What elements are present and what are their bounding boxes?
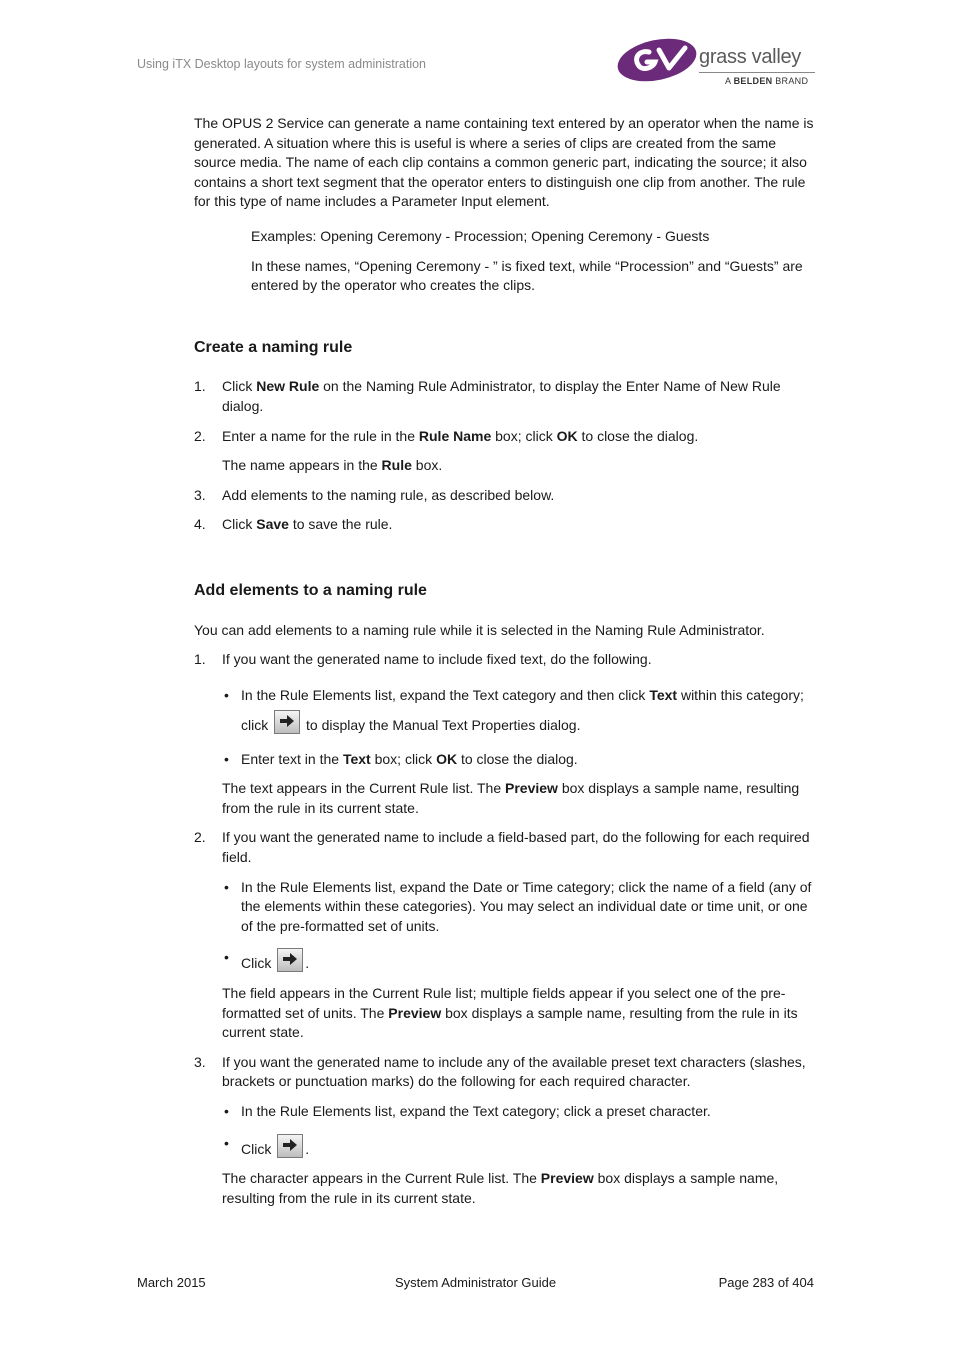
note-text: The text appears in the Current Rule list. The (222, 780, 505, 797)
step-number: 1. (194, 651, 206, 668)
bullet-text: Click (241, 955, 276, 972)
logo-tagline-prefix: A (725, 76, 731, 86)
create-step-3 (194, 486, 818, 506)
step-number: 4. (194, 516, 206, 533)
step-number: 2. (194, 427, 206, 444)
ui-term: Preview (540, 1170, 594, 1187)
create-step-2 (194, 427, 818, 476)
logo-wordmark: grass valley (699, 46, 801, 68)
step-note (222, 456, 818, 476)
logo-tagline-brand: BELDEN (733, 76, 773, 86)
note-text: box. (411, 457, 443, 474)
ui-term: Text (649, 686, 678, 703)
ui-term: OK (556, 427, 578, 444)
note-text: The name appears in the (222, 457, 382, 474)
gv-logo-mark-icon (615, 36, 699, 84)
example-line: Examples: Opening Ceremony - Procession; Opening Ceremony - Guests (251, 227, 710, 244)
footer-page-number: Page 283 of 404 (718, 1275, 814, 1290)
add-step-1 (194, 650, 818, 818)
create-step-4 (194, 515, 818, 535)
step-text: to save the rule. (288, 516, 393, 533)
intro-paragraph: The OPUS 2 Service can generate a name containing text entered by an operator when the name is generated. A situation where this is useful is where a series of clips are created from the same source media. The name of each clip contains a common generic part, indicating the source; it also contains a short text segment that the operator enters to distinguish one clip from another. The rule for this type of name includes a Parameter Input element. (194, 115, 814, 210)
note-text: box displays a sample name, resulting from the rule in its current state. (222, 1170, 779, 1206)
step-text: to close the dialog. (577, 427, 699, 444)
step-note (222, 1169, 818, 1208)
running-header: Using iTX Desktop layouts for system administration (137, 57, 426, 71)
footer-guide-title: System Administrator Guide (395, 1275, 557, 1290)
bullet-item: • In the Rule Elements list, expand the Text category; click a preset character. (222, 1102, 818, 1122)
ui-term: New Rule (256, 378, 320, 395)
step-text: Click (222, 516, 257, 533)
add-intro: You can add elements to a naming rule while it is selected in the Naming Rule Administrator. (194, 621, 765, 638)
step-text: Add elements to the naming rule, as described below. (222, 486, 555, 503)
step-number: 2. (194, 829, 206, 846)
step-text: Enter a name for the rule in the (222, 427, 419, 444)
step-number: 3. (194, 486, 206, 503)
right-arrow-icon (274, 710, 300, 734)
ui-term: Rule Name (418, 427, 492, 444)
note-text: The field appears in the Current Rule list; multiple fields appear if you select one of the pre-formatted set of units. The (222, 985, 786, 1021)
bullet-item (222, 750, 818, 770)
bullet-text: . (305, 955, 310, 972)
logo-tagline-suffix: BRAND (775, 76, 809, 86)
bullet-item (222, 1134, 818, 1160)
step-note (222, 779, 818, 818)
right-arrow-icon (277, 1134, 303, 1158)
section-heading-add: Add elements to a naming rule (194, 581, 427, 599)
bullet-item (222, 948, 818, 974)
step-text: If you want the generated name to include a field-based part, do the following for each required field. (222, 829, 810, 866)
step-text: If you want the generated name to include fixed text, do the following. (222, 651, 652, 668)
bullet-item: • In the Rule Elements list, expand the Date or Time category; click the name of a field (any of the elements within these categories). You may select an individual date or time unit, or one of the pre-formatted set of units. (222, 878, 818, 937)
bullet-text: to close the dialog. (457, 750, 578, 767)
step-text: on the Naming Rule Administrator, to display the Enter Name of New Rule dialog. (222, 378, 781, 414)
create-step-1 (194, 377, 818, 416)
step-number: 1. (194, 378, 206, 395)
bullet-text: box; click (370, 750, 437, 767)
step-number: 3. (194, 1053, 206, 1070)
right-arrow-icon (277, 948, 303, 972)
ui-term: Rule (381, 457, 412, 474)
logo-tagline (725, 76, 808, 86)
bullet-text: . (305, 1140, 310, 1157)
ui-term: Preview (388, 1004, 442, 1021)
footer-date: March 2015 (137, 1275, 206, 1290)
bullet-text: Enter text in the (241, 750, 343, 767)
note-text: box displays a sample name, resulting from the rule in its current state. (222, 1004, 798, 1041)
section-heading-create: Create a naming rule (194, 338, 353, 356)
step-text: Click (222, 378, 257, 395)
create-steps (194, 377, 818, 535)
bullet-text: Click (241, 1140, 276, 1157)
bullet-text: within this category; click (241, 686, 804, 733)
step-text: If you want the generated name to include any of the available preset text characters (slashes, brackets or punctuation marks) do the following for each required character. (222, 1053, 806, 1090)
ui-term: Preview (505, 780, 558, 797)
grass-valley-logo (615, 36, 820, 90)
ui-term: Save (256, 516, 289, 533)
bullet-text: In the Rule Elements list, expand the Text category and then click (241, 686, 650, 703)
note-text: The character appears in the Current Rule list. The (222, 1170, 541, 1187)
note-text: box displays a sample name, resulting from the rule in its current state. (222, 780, 800, 816)
bullet-item (222, 680, 818, 740)
add-step-2 (194, 828, 818, 1042)
page-body (194, 114, 818, 1218)
logo-divider (699, 72, 815, 73)
step-text: box; click (491, 427, 557, 444)
example-explanation: In these names, “Opening Ceremony - ” is fixed text, while “Procession” and “Guests” are entered by the operator who creates the clips. (251, 257, 803, 294)
add-step-3 (194, 1053, 818, 1209)
ui-term: OK (436, 750, 458, 767)
bullet-text: to display the Manual Text Properties dialog. (302, 716, 581, 733)
add-steps (194, 650, 818, 1208)
ui-term: Text (342, 750, 371, 767)
step-note (222, 984, 818, 1043)
